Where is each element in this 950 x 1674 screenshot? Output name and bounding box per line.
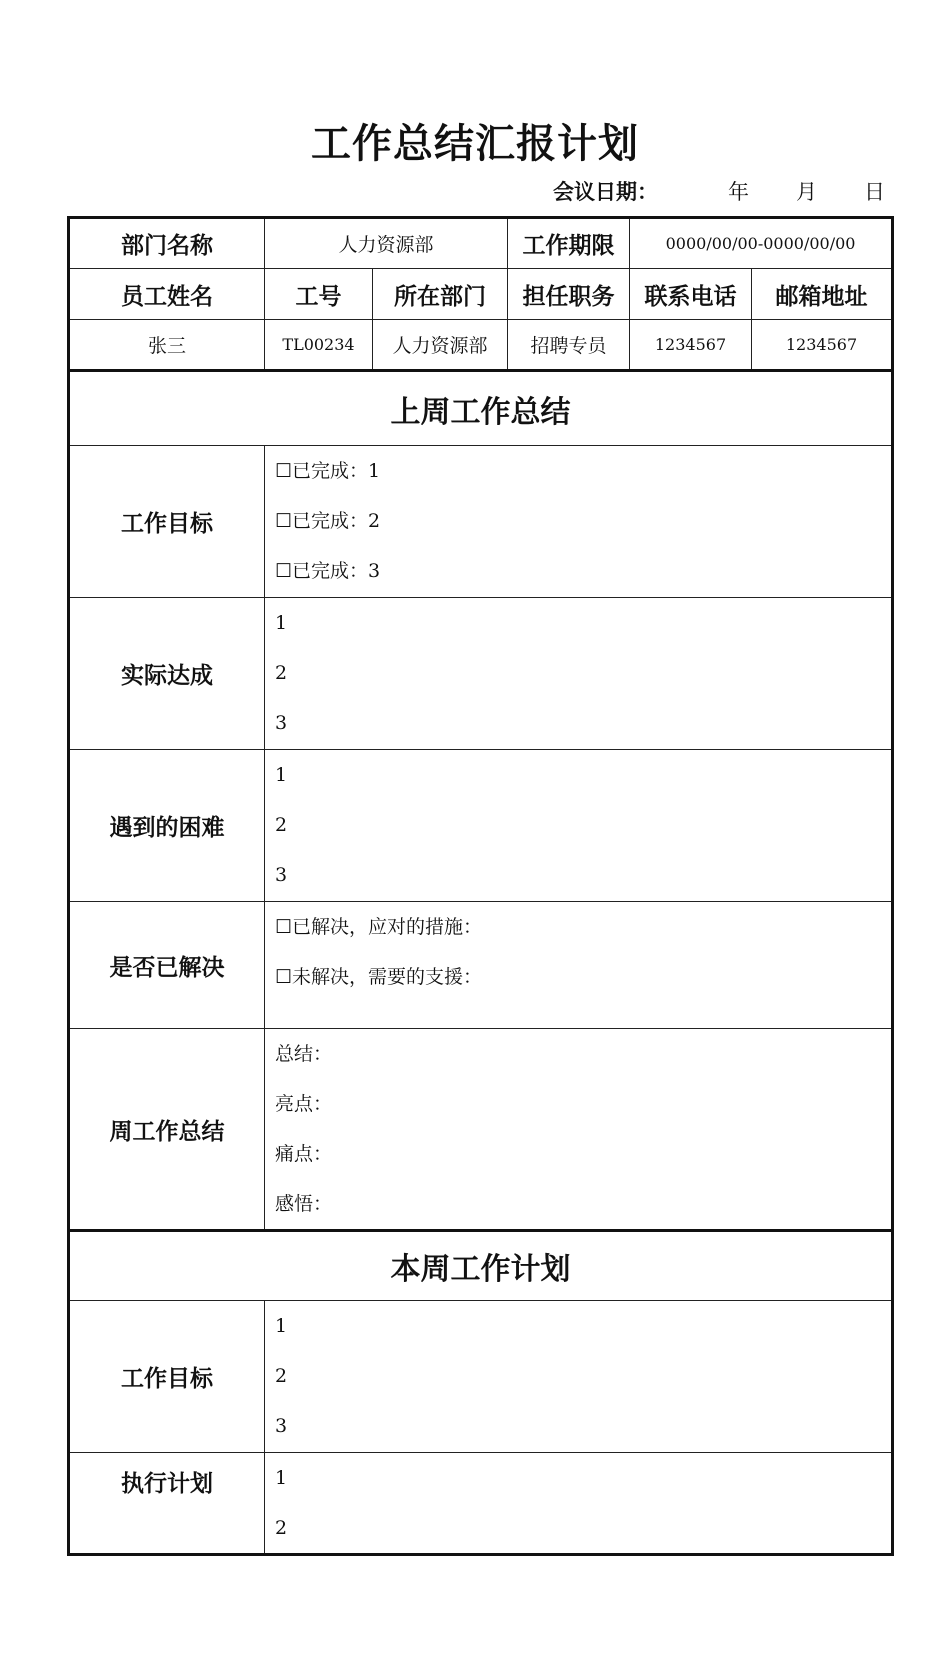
execution-line: 2 [275,1517,288,1539]
employee-id-header: 工号 [265,269,373,320]
meeting-date-label: 会议日期： [553,180,658,204]
employee-position-header: 担任职务 [508,269,630,320]
dept-name-value: 人力资源部 [265,218,508,269]
resolved-label: 是否已解决 [69,902,265,1029]
page-title: 工作总结汇报计划 [311,121,639,167]
reflections-line: 感悟： [275,1193,333,1215]
difficulty-line: 3 [275,864,288,886]
difficulties-label: 遇到的困难 [69,750,265,902]
employee-position-value: 招聘专员 [508,320,630,371]
plan-goal-line: 2 [275,1365,288,1387]
plan-goal-line: 3 [275,1415,288,1437]
pain-points-line: 痛点： [275,1143,333,1165]
goal-line: ☐已完成：2 [275,510,381,532]
employee-dept-header: 所在部门 [373,269,508,320]
last-week-section-title: 上周工作总结 [69,371,893,446]
execution-plan-label: 执行计划 [69,1453,265,1555]
execution-plan-content [265,1453,893,1555]
unresolved-line: ☐未解决，需要的支援： [275,966,483,988]
difficulty-line: 1 [275,764,288,786]
plan-goal-line: 1 [275,1315,288,1337]
month-unit: 月 [796,180,817,204]
achieved-line: 2 [275,662,288,684]
goal-line: ☐已完成：3 [275,560,381,582]
difficulty-line: 2 [275,814,288,836]
employee-phone-header: 联系电话 [630,269,752,320]
highlights-line: 亮点： [275,1093,333,1115]
work-period-value: 0000/00/00-0000/00/00 [630,218,893,269]
employee-name-value: 张三 [69,320,265,371]
execution-line: 1 [275,1467,288,1489]
meeting-date [553,176,883,204]
year-unit: 年 [728,180,749,204]
goals-label: 工作目标 [69,446,265,598]
resolved-line: ☐已解决，应对的措施： [275,916,483,938]
goal-line: ☐已完成：1 [275,460,381,482]
this-week-section-title: 本周工作计划 [69,1231,893,1301]
achieved-line: 1 [275,612,288,634]
resolved-content [265,902,893,1029]
achieved-label: 实际达成 [69,598,265,750]
day-unit: 日 [864,180,885,204]
employee-id-value: TL00234 [265,320,373,371]
employee-email-header: 邮箱地址 [752,269,893,320]
goals-content [265,446,893,598]
work-period-label: 工作期限 [508,218,630,269]
plan-goals-content [265,1301,893,1453]
report-table [67,216,894,1556]
summary-line: 总结： [275,1043,333,1065]
achieved-line: 3 [275,712,288,734]
achieved-content [265,598,893,750]
difficulties-content [265,750,893,902]
employee-dept-value: 人力资源部 [373,320,508,371]
plan-goals-label: 工作目标 [69,1301,265,1453]
employee-email-value: 1234567 [752,320,893,371]
weekly-summary-label: 周工作总结 [69,1029,265,1231]
employee-phone-value: 1234567 [630,320,752,371]
weekly-summary-content [265,1029,893,1231]
dept-name-label: 部门名称 [69,218,265,269]
employee-name-header: 员工姓名 [69,269,265,320]
